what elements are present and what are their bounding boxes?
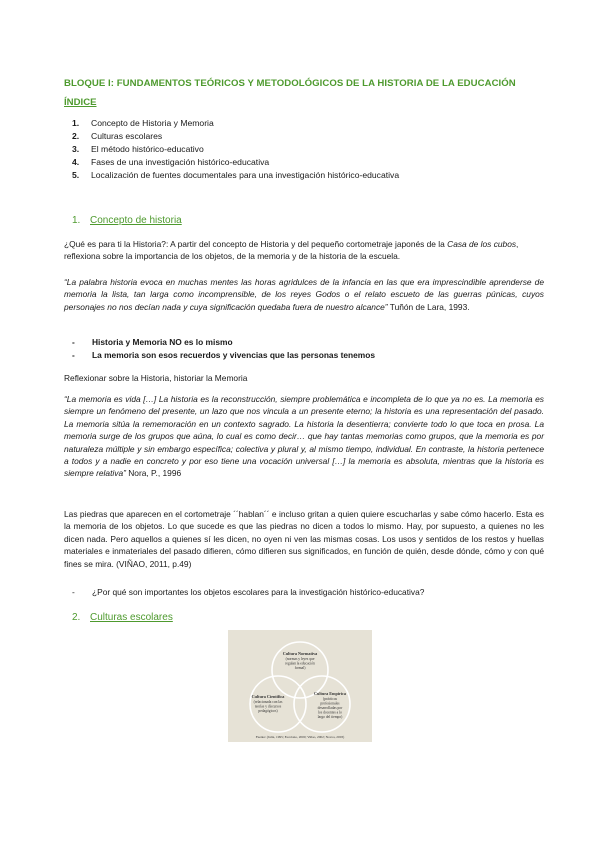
normativa-title: Cultura Normativa — [282, 651, 318, 656]
list-item: - ¿Por qué son importantes los objetos escolares para la investigación histórico-educativa? — [72, 587, 425, 597]
toc-number: 3. — [72, 144, 80, 154]
quote-text: “La palabra historia evoca en muchas mentes las horas agridulces de la infancia en las que era imprescindible aprenderse de memoria la lista, tan larga como incomprensible, de los reyes Godos o el relato escueto de las guerras púnicas, cuyos personajes no nos decían nada y cuya significación quedaba fuera de nuestro alcance” — [64, 277, 544, 312]
normativa-desc: formal) — [294, 666, 306, 670]
quote-text: “La memoria es vida […] La historia es la reconstrucción, siempre problemática e incompleta de lo que ya no es. La memoria es siempre un fenómeno del presente, un lazo que nos vincula a un presente eterno; la historia es una representación del pasado. La memoria sitúa la rememoración en un contexto sagrado. La historia la desentierra; convierte todo lo que toca en prosa. La memoria surge de los grupos que aúna, lo cual es como decir… que hay tantas memorias como grupos, que la memoria es por naturaleza múltiple y sin embargo específica; colectiva y plural y, al mismo tiempo, individual. En contraste, la historia pertenece a todos y a nadie en concreto y por eso tiene una vocación universal […] la memoria es absoluta, mientras que la historia es siempre relativa” — [64, 394, 544, 479]
toc-number: 4. — [72, 157, 80, 167]
empirica-desc: largo del tiempo) — [317, 715, 343, 719]
toc-item — [72, 156, 399, 169]
intro-text-end: , reflexiona sobre la importancia de los objetos, de la memoria y de la historia de la escuela. — [64, 239, 519, 262]
reflect-line: Reflexionar sobre la Historia, historiar la Memoria — [64, 373, 248, 383]
intro-paragraph — [64, 238, 544, 263]
cientifica-title: Cultura Científica — [251, 694, 285, 699]
empirica-desc: (prácticas — [323, 697, 337, 701]
toc-item — [72, 143, 399, 156]
toc-item — [72, 117, 399, 130]
section-title: Concepto de historia — [90, 215, 182, 226]
list-item-text: La memoria son esos recuerdos y vivencias que las personas tenemos — [92, 349, 376, 360]
section-1-heading — [72, 215, 182, 226]
list-item: - Historia y Memoria NO es lo mismo — [72, 337, 233, 347]
toc-label: Culturas escolares — [91, 131, 163, 141]
section-number: 2. — [72, 612, 81, 623]
toc-number: 5. — [72, 170, 80, 180]
toc-item — [72, 169, 399, 182]
quote-tunon — [64, 276, 544, 313]
table-of-contents — [72, 117, 399, 182]
section-number: 1. — [72, 215, 81, 226]
normativa-desc: (normas y leyes que — [285, 657, 315, 661]
empirica-desc: desarrolladas por — [317, 706, 343, 710]
empirica-title: Cultura Empírica — [314, 691, 346, 696]
list-item-text: Historia y Memoria NO es lo mismo — [92, 337, 233, 347]
normativa-desc: regulan la educación — [285, 661, 315, 666]
toc-number: 2. — [72, 131, 80, 141]
block-heading: BLOQUE I: FUNDAMENTOS TEÓRICOS Y METODOLÓGICOS DE LA HISTORIA DE LA EDUCACIÓN — [64, 78, 516, 89]
toc-number: 1. — [72, 118, 80, 128]
toc-label: Fases de una investigación histórico-educativa — [91, 157, 270, 167]
section-title: Culturas escolares — [90, 612, 173, 623]
toc-label: Localización de fuentes documentales para una investigación histórico-educativa — [91, 170, 400, 180]
list-item: - La memoria son esos recuerdos y vivencias que las personas tenemos — [72, 349, 376, 360]
empirica-desc: profesionales — [320, 701, 340, 706]
film-title: Casa de los cubos — [447, 239, 517, 249]
cientifica-desc: pedagógicos) — [258, 709, 278, 713]
index-title: ÍNDICE — [64, 97, 97, 108]
intro-text: ¿Qué es para ti la Historia?: A partir del concepto de Historia y del pequeño cortometraje japonés de la — [64, 239, 448, 249]
venn-svg — [228, 630, 372, 742]
list-item-text: ¿Por qué son importantes los objetos escolares para la investigación histórico-educativa? — [92, 587, 425, 597]
toc-label: El método histórico-educativo — [91, 144, 204, 154]
toc-label: Concepto de Historia y Memoria — [91, 118, 214, 128]
cientifica-desc: teorías y discursos — [254, 704, 282, 709]
stones-paragraph: Las piedras que aparecen en el cortometraje ´´hablan´´ e incluso gritan a quien quiere escucharlas y sabe cómo hacerlo. Esta es la memoria de los objetos. Lo que sucede es que las piedras no dicen a todos lo mismo. Hay, por supuesto, a quienes no les dicen nada. Pero aquellos a quienes sí les dicen, no oyen ni ven las mismas cosas. Los usos y sentidos de los restos y huellas materiales e inmateriales del pasado difieren, cómo difieren sus significados, en función de quién, desde dónde, cómo y con qué fines se mira. (VIÑAO, 2011, p.49) — [64, 509, 544, 569]
section-2-heading — [72, 612, 173, 623]
school-cultures-venn-diagram — [228, 630, 372, 742]
quote-nora — [64, 393, 544, 480]
toc-item — [72, 130, 399, 143]
key-points-list — [72, 336, 375, 361]
question-list — [72, 586, 424, 599]
quote-author: Nora, P., 1996 — [125, 468, 182, 479]
empirica-desc: los docentes a lo — [318, 710, 342, 715]
figure-source: Fuente: (Julia, 1995; Escolano, 2000; Viñao, 2002; Novoa, 2003) — [255, 735, 345, 739]
cientifica-desc: (relacionada con las — [253, 700, 283, 704]
quote-author: Tuñón de Lara, 1993. — [387, 301, 470, 312]
